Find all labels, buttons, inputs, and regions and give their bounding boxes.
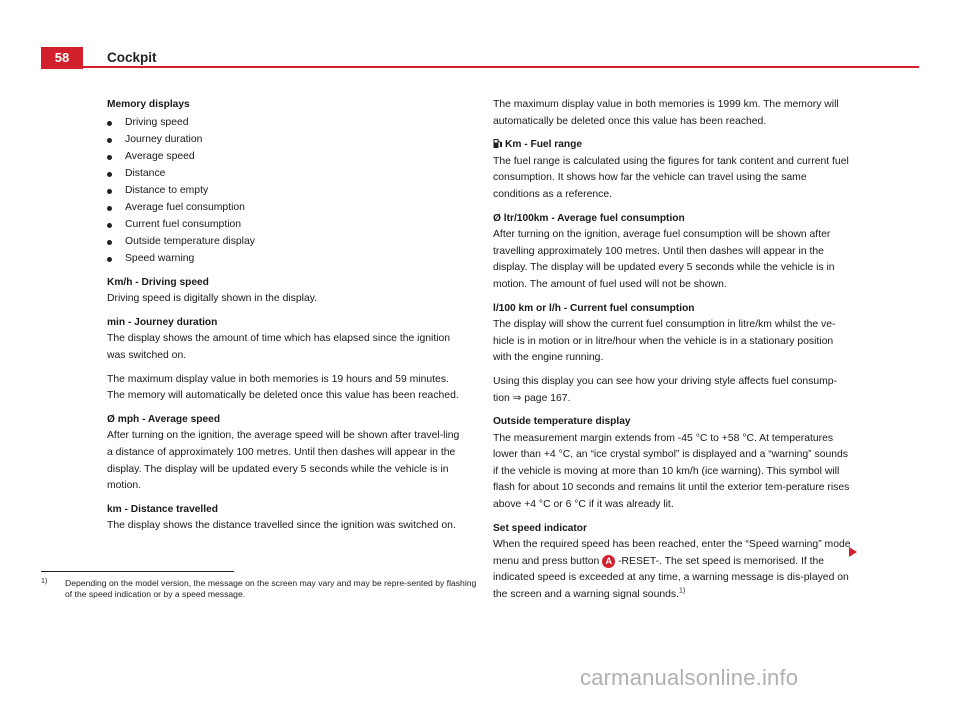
- continue-arrow-icon: [849, 547, 857, 557]
- distance-text: The display shows the distance travelled since the ignition was switched on.: [107, 520, 456, 532]
- footnote-text: Depending on the model version, the message on the screen may vary and may be repre-sented by flashing of the speed indication or by a speed message.: [65, 578, 477, 599]
- list-item: Journey duration: [107, 132, 467, 149]
- journey-duration-text: The display shows the amount of time which has elapsed since the ignition was switched on.: [107, 333, 451, 361]
- header-rule: [83, 66, 919, 68]
- fuel-pump-icon: [493, 138, 502, 148]
- bullet-icon: [107, 240, 112, 245]
- outside-temp-text: The measurement margin extends from -45 °C to +58 °C. At temperatures lower than +4 °C, an “ice crystal symbol” is displayed and a “warning” sounds if the vehicle is moving at more than 10 km/h (ice warning). This symbol will flash for about 10 seconds and remains lit until the exterior tem-perature rises above +4 °C or 6 °C if it was already lit.: [493, 432, 850, 511]
- journey-duration-heading: min - Journey duration: [107, 316, 218, 328]
- current-fuel-heading: l/100 km or l/h - Current fuel consumption: [493, 302, 695, 314]
- memory-displays-heading: Memory displays: [107, 99, 190, 110]
- list-item: Average speed: [107, 149, 467, 166]
- bullet-icon: [107, 121, 112, 126]
- set-speed-heading: Set speed indicator: [493, 522, 587, 534]
- avg-fuel-text: After turning on the ignition, average fuel consumption will be shown after travelling approximately 100 metres. Until then dashes will appear in the display. The display will be updated every 5 seconds while the vehicle is in motion. The amount of fuel used will not be shown.: [493, 229, 835, 290]
- bullet-icon: [107, 223, 112, 228]
- fuel-range-heading: [493, 137, 853, 154]
- left-column: [107, 97, 467, 535]
- footnote-mark: 1): [41, 578, 48, 585]
- list-item: Driving speed: [107, 115, 467, 132]
- page-number: 58: [41, 47, 83, 69]
- driving-speed-text: Driving speed is digitally shown in the display.: [107, 293, 318, 305]
- watermark: carmanualsonline.info: [580, 665, 799, 690]
- distance-heading: km - Distance travelled: [107, 503, 218, 515]
- bullet-icon: [107, 138, 112, 143]
- bullet-icon: [107, 189, 112, 194]
- bullet-icon: [107, 206, 112, 211]
- footnote-rule: [41, 571, 234, 572]
- list-item: Distance: [107, 166, 467, 183]
- footnote-ref: 1): [679, 587, 686, 595]
- set-speed-text: When the required speed has been reached, enter the “Speed warning” mode menu and press button A -RESET-. The set speed is memorised. If the indicated speed is exceeded at any time, a warning message is dis-played on the screen and a warning signal sounds.$^{1)}$: [493, 539, 851, 601]
- section-title: Cockpit: [107, 50, 157, 65]
- outside-temp-heading: Outside temperature display: [493, 416, 631, 428]
- bullet-icon: [107, 257, 112, 262]
- button-a-icon: A: [602, 555, 615, 568]
- distance-max-text: The maximum display value in both memories is 1999 km. The memory will automatically be deleted once this value has been reached.: [493, 99, 839, 127]
- bullet-icon: [107, 172, 112, 177]
- avg-fuel-heading: Ø ltr/100km - Average fuel consumption: [493, 212, 685, 224]
- fuel-range-text: The fuel range is calculated using the figures for tank content and current fuel consumption. It shows how far the vehicle can travel using the same conditions as a reference.: [493, 155, 849, 200]
- list-item: Average fuel consumption: [107, 200, 467, 217]
- driving-speed-heading: Km/h - Driving speed: [107, 276, 209, 288]
- bullet-icon: [107, 155, 112, 160]
- current-fuel-text: The display will show the current fuel consumption in litre/km whilst the ve-hicle is in motion or in litre/hour when the vehicle is in a stationary position with the engine running.: [493, 319, 836, 364]
- average-speed-heading: Ø mph - Average speed: [107, 413, 221, 425]
- list-item: Distance to empty: [107, 183, 467, 200]
- footnote: [41, 578, 481, 600]
- fuel-range-heading-label: Km - Fuel range: [505, 139, 582, 151]
- list-item: Current fuel consumption: [107, 217, 467, 234]
- average-speed-text: After turning on the ignition, the average speed will be shown after travel-ling a distance of approximately 100 metres. Until then dashes will appear in the display. The display will be updated every 5 seconds while the vehicle is in motion.: [107, 430, 460, 492]
- list-item: Speed warning: [107, 251, 467, 268]
- list-item: Outside temperature display: [107, 234, 467, 251]
- driving-style-text: Using this display you can see how your driving style affects fuel consump-tion ⇒ page 167.: [493, 375, 838, 404]
- memory-displays-list: [107, 115, 467, 268]
- right-column: [493, 97, 853, 604]
- journey-duration-max-text: The maximum display value in both memories is 19 hours and 59 minutes. The memory will automatically be deleted once this value has been reached.: [107, 373, 459, 402]
